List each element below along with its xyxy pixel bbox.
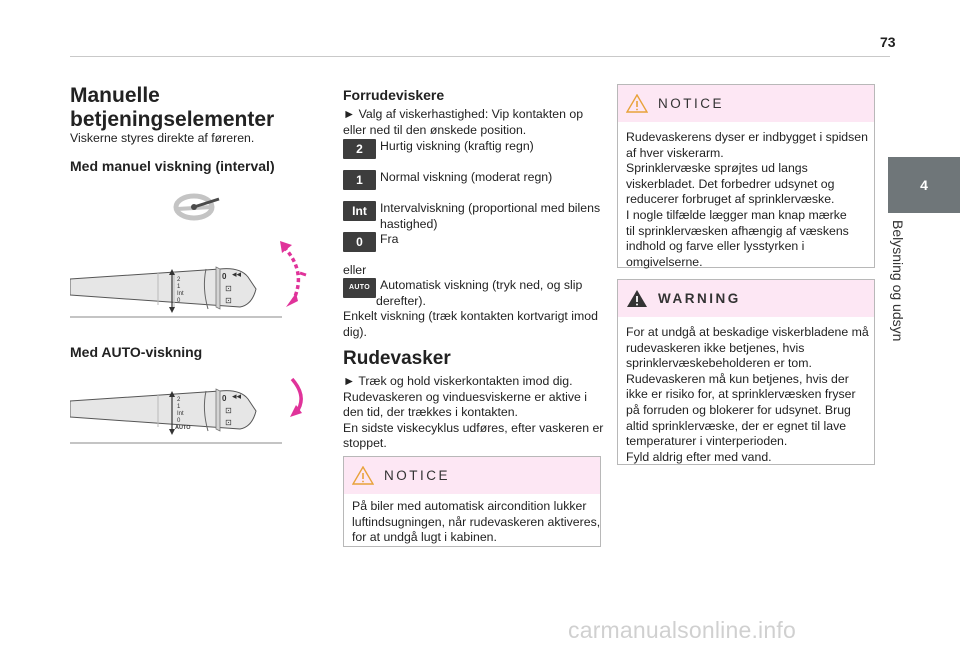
rear-line: En sidste viskecyklus udføres, efter vaskeren er bbox=[343, 420, 604, 435]
warning-line: Fyld aldrig efter med vand. bbox=[626, 449, 772, 464]
single-wipe-line: Enkelt viskning (træk kontakten kortvarigt imod bbox=[343, 309, 598, 323]
intro-text: Viskerne styres direkte af føreren. bbox=[70, 131, 255, 145]
warning-box bbox=[617, 279, 875, 465]
notice-body bbox=[344, 494, 600, 546]
notice-body bbox=[618, 122, 874, 270]
notice-line: indhold og farve eller lysstyrken i bbox=[626, 239, 805, 254]
notice-line: Rudevaskerens dyser er indbygget i spidsen bbox=[626, 130, 868, 144]
chapter-number: 4 bbox=[920, 177, 928, 193]
warning-line: Rudevaskeren må kun betjenes, hvis der bbox=[626, 371, 849, 386]
speed-row-0 bbox=[343, 232, 398, 252]
speed-description: Fra bbox=[380, 232, 399, 246]
section-title-line-1: Manuelle bbox=[70, 84, 160, 107]
warning-line: ikke er risiko for, at sprinklervæsken fryser bbox=[626, 387, 856, 402]
stalk1-label-0: 0 bbox=[177, 298, 181, 304]
subheading-manual: Med manuel viskning (interval) bbox=[70, 158, 275, 174]
rear-washer-text bbox=[343, 374, 603, 452]
svg-text:⊡: ⊡ bbox=[225, 284, 232, 293]
notice-header bbox=[344, 457, 600, 494]
chapter-tab[interactable] bbox=[888, 157, 960, 213]
stalk1-label-2: 2 bbox=[177, 277, 181, 283]
speed-description: hastighed) bbox=[380, 216, 438, 231]
stalk2-label-2: 2 bbox=[177, 397, 181, 403]
svg-text:⊡: ⊡ bbox=[225, 296, 232, 305]
rear-line: den tid, der trækkes i kontakten. bbox=[343, 405, 518, 419]
notice-line: Sprinklervæske sprøjtes ud langs bbox=[626, 161, 808, 176]
notice-line: viskerbladet. Det forbedrer udsynet og bbox=[626, 176, 835, 191]
stalk2-label-0: 0 bbox=[177, 418, 181, 424]
single-wipe-line: dig). bbox=[343, 324, 367, 339]
speed-description: Normal viskning (moderat regn) bbox=[380, 170, 553, 184]
rear-line: Rudevaskeren og vinduesviskerne er aktive i bbox=[343, 389, 588, 404]
stalk1-label-1: 1 bbox=[177, 284, 181, 290]
front-intro-line: eller ned til den ønskede position. bbox=[343, 122, 527, 137]
svg-text:⊡: ⊡ bbox=[225, 406, 232, 415]
notice-title: NOTICE bbox=[384, 468, 451, 483]
notice-box-2 bbox=[617, 84, 875, 268]
warning-title: WARNING bbox=[658, 291, 741, 306]
front-intro bbox=[343, 107, 583, 138]
stalk2-label-1: 1 bbox=[177, 404, 181, 410]
speed-row-int bbox=[343, 201, 600, 232]
section-title bbox=[70, 84, 310, 132]
svg-text:0: 0 bbox=[222, 272, 227, 281]
speed-description: Intervalviskning (proportional med bilens bbox=[380, 201, 601, 215]
section-title-line-2: betjeningselementer bbox=[70, 108, 275, 131]
speed-1-key-icon: 1 bbox=[343, 170, 376, 190]
speed-0-key-icon: 0 bbox=[343, 232, 376, 252]
stalk2-label-int: Int bbox=[177, 411, 184, 417]
front-intro-line: ► Valg af viskerhastighed: Vip kontakten op bbox=[343, 107, 584, 121]
svg-text:⊡: ⊡ bbox=[225, 418, 232, 427]
warning-line: For at undgå at beskadige viskerbladene må bbox=[626, 325, 869, 339]
speed-2-key-icon: 2 bbox=[343, 139, 376, 159]
speed-row-2 bbox=[343, 139, 534, 159]
notice-line: I nogle tilfælde lægger man knap mærke bbox=[626, 207, 847, 222]
or-text: eller bbox=[343, 263, 367, 277]
svg-text:◂◂: ◂◂ bbox=[232, 269, 242, 279]
warning-header bbox=[618, 280, 874, 317]
svg-text:0: 0 bbox=[222, 394, 227, 403]
notice-line: reducerer forbruget af sprinklervæske. bbox=[626, 192, 835, 207]
rear-line: ► Træk og hold viskerkontakten imod dig. bbox=[343, 374, 573, 388]
speed-int-key-icon: Int bbox=[343, 201, 376, 221]
notice-box-1 bbox=[343, 456, 601, 547]
notice-line: til sprinklervæsken afhængig af væskens bbox=[626, 223, 849, 238]
notice-title: NOTICE bbox=[658, 96, 725, 111]
svg-text:◂◂: ◂◂ bbox=[232, 391, 242, 401]
subheading-auto: Med AUTO-viskning bbox=[70, 344, 203, 360]
auto-description: derefter). bbox=[376, 293, 426, 308]
warning-body bbox=[618, 317, 874, 465]
speed-description: Hurtig viskning (kraftig regn) bbox=[380, 139, 534, 153]
notice-header bbox=[618, 85, 874, 122]
page-number: 73 bbox=[880, 34, 896, 50]
header-divider bbox=[70, 56, 890, 57]
notice-line: af hver viskerarm. bbox=[626, 145, 724, 160]
chapter-title-vertical bbox=[889, 220, 923, 360]
auto-key-icon: AUTO bbox=[343, 278, 376, 298]
warning-triangle-icon bbox=[626, 289, 648, 308]
chapter-title: Belysning og udsyn bbox=[890, 220, 906, 342]
stalk2-label-auto: AUTO bbox=[175, 425, 191, 431]
notice-warning-triangle-icon bbox=[352, 466, 374, 485]
rear-line: stoppet. bbox=[343, 436, 387, 450]
auto-description: Automatisk viskning (tryk ned, og slip bbox=[380, 278, 583, 292]
notice-line: På biler med automatisk aircondition lukker bbox=[352, 499, 587, 513]
speed-row-1 bbox=[343, 170, 552, 190]
warning-line: rudevaskeren ikke betjenes, hvis bbox=[626, 340, 805, 355]
wiper-stalk-manual-illustration bbox=[70, 233, 310, 328]
wiper-stalk-auto-illustration bbox=[70, 373, 310, 448]
notice-line: for at undgå lugt i kabinen. bbox=[352, 530, 497, 545]
warning-line: altid sprinklervæske, der er egnet til lave bbox=[626, 418, 847, 433]
notice-line: omgivelserne. bbox=[626, 254, 703, 269]
warning-line: temperaturer i vinterperioden. bbox=[626, 434, 788, 449]
heading-front-wipers: Forrudeviskere bbox=[343, 87, 445, 103]
warning-line: sprinklervæskebeholderen er tom. bbox=[626, 356, 812, 371]
single-wipe-text bbox=[343, 309, 598, 340]
notice-warning-triangle-icon bbox=[626, 94, 648, 113]
notice-line: luftindsugningen, når rudevaskeren aktiveres, bbox=[352, 514, 601, 529]
watermark: carmanualsonline.info bbox=[568, 617, 796, 643]
heading-rear-washer: Rudevasker bbox=[343, 348, 451, 369]
stalk1-label-int: Int bbox=[177, 291, 184, 297]
steering-wheel-icon bbox=[172, 189, 222, 225]
auto-row bbox=[343, 278, 582, 309]
warning-line: på forruden og blokerer for udsynet. Brug bbox=[626, 402, 851, 417]
